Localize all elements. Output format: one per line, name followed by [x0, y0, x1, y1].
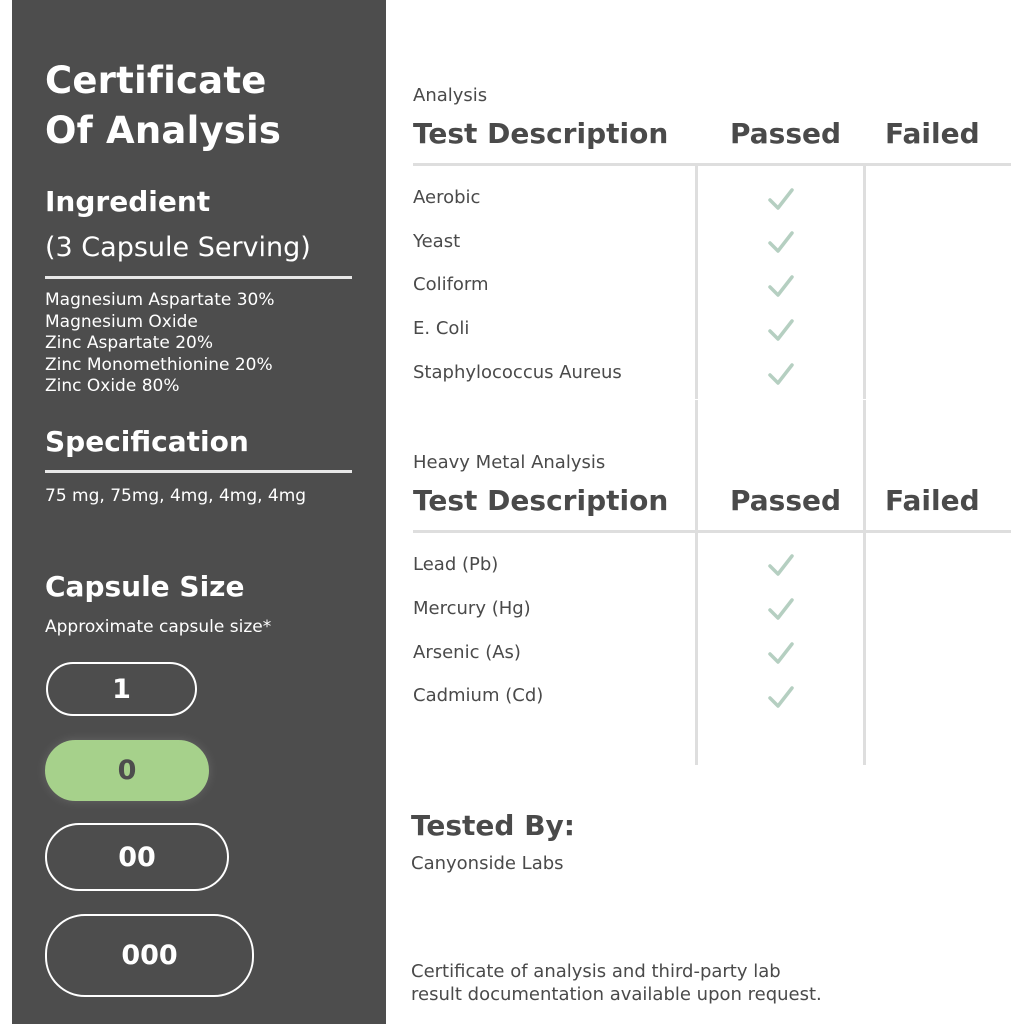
analysis-panel — [386, 0, 1024, 1024]
capsule-size-subtitle: Approximate capsule size* — [45, 617, 272, 637]
capsule-size-1: 1 — [46, 662, 197, 716]
ingredient-item: Magnesium Aspartate 30% — [45, 290, 275, 310]
ingredient-divider — [45, 276, 352, 279]
analysis-col-failed: Failed — [885, 117, 980, 150]
specification-divider — [45, 470, 352, 473]
analysis-row-e-coli: E. Coli — [413, 318, 470, 339]
capsule-size-00: 00 — [45, 823, 229, 891]
analysis-row-staphylococcus: Staphylococcus Aureus — [413, 362, 622, 383]
tested-by-heading: Tested By: — [411, 809, 575, 842]
check-icon — [766, 639, 796, 669]
heavy-metal-header-divider — [413, 530, 1011, 533]
check-icon — [766, 595, 796, 625]
serving-heading: (3 Capsule Serving) — [45, 232, 311, 263]
check-icon — [766, 360, 796, 390]
footnote-line-1: Certificate of analysis and third-party lab — [411, 961, 781, 982]
heavy-metal-row-cadmium: Cadmium (Cd) — [413, 685, 544, 706]
analysis-col-passed: Passed — [730, 117, 842, 150]
analysis-row-coliform: Coliform — [413, 274, 489, 295]
check-icon — [766, 228, 796, 258]
check-icon — [766, 272, 796, 302]
analysis-row-aerobic: Aerobic — [413, 187, 481, 208]
capsule-size-000: 000 — [45, 914, 254, 997]
analysis-label: Analysis — [413, 85, 488, 106]
heavy-metal-row-mercury: Mercury (Hg) — [413, 598, 531, 619]
capsule-size-heading: Capsule Size — [45, 570, 245, 603]
heavy-metal-row-arsenic: Arsenic (As) — [413, 642, 521, 663]
ingredient-list — [45, 290, 275, 398]
sidebar — [12, 0, 386, 1024]
check-icon — [766, 316, 796, 346]
analysis-row-yeast: Yeast — [413, 231, 461, 252]
title-line-1: Certificate — [45, 59, 267, 102]
heavy-metal-column-divider — [863, 400, 866, 765]
ingredient-item: Magnesium Oxide — [45, 311, 198, 332]
heavy-metal-col-failed: Failed — [885, 484, 980, 517]
ingredient-heading: Ingredient — [45, 185, 211, 218]
title-line-2: Of Analysis — [45, 109, 282, 152]
ingredient-item: Zinc Monomethionine 20% — [45, 354, 273, 375]
analysis-header-divider — [413, 163, 1011, 166]
check-icon — [766, 551, 796, 581]
heavy-metal-col-test-description: Test Description — [413, 484, 669, 517]
tested-by-lab: Canyonside Labs — [411, 853, 564, 874]
footnote-line-2: result documentation available upon request. — [411, 984, 822, 1005]
heavy-metal-row-lead: Lead (Pb) — [413, 554, 499, 575]
page-title — [45, 56, 281, 156]
specification-text: 75 mg, 75mg, 4mg, 4mg, 4mg — [45, 486, 307, 506]
heavy-metal-column-divider — [695, 400, 698, 765]
ingredient-item: Zinc Aspartate 20% — [45, 333, 213, 353]
check-icon — [766, 683, 796, 713]
analysis-col-test-description: Test Description — [413, 117, 669, 150]
heavy-metal-col-passed: Passed — [730, 484, 842, 517]
ingredient-item: Zinc Oxide 80% — [45, 376, 180, 396]
check-icon — [766, 185, 796, 215]
footnote — [411, 960, 822, 1006]
capsule-size-0-selected: 0 — [45, 740, 209, 801]
specification-heading: Specification — [45, 425, 249, 458]
analysis-column-divider — [863, 166, 866, 399]
heavy-metal-label: Heavy Metal Analysis — [413, 452, 606, 473]
analysis-column-divider — [695, 166, 698, 399]
